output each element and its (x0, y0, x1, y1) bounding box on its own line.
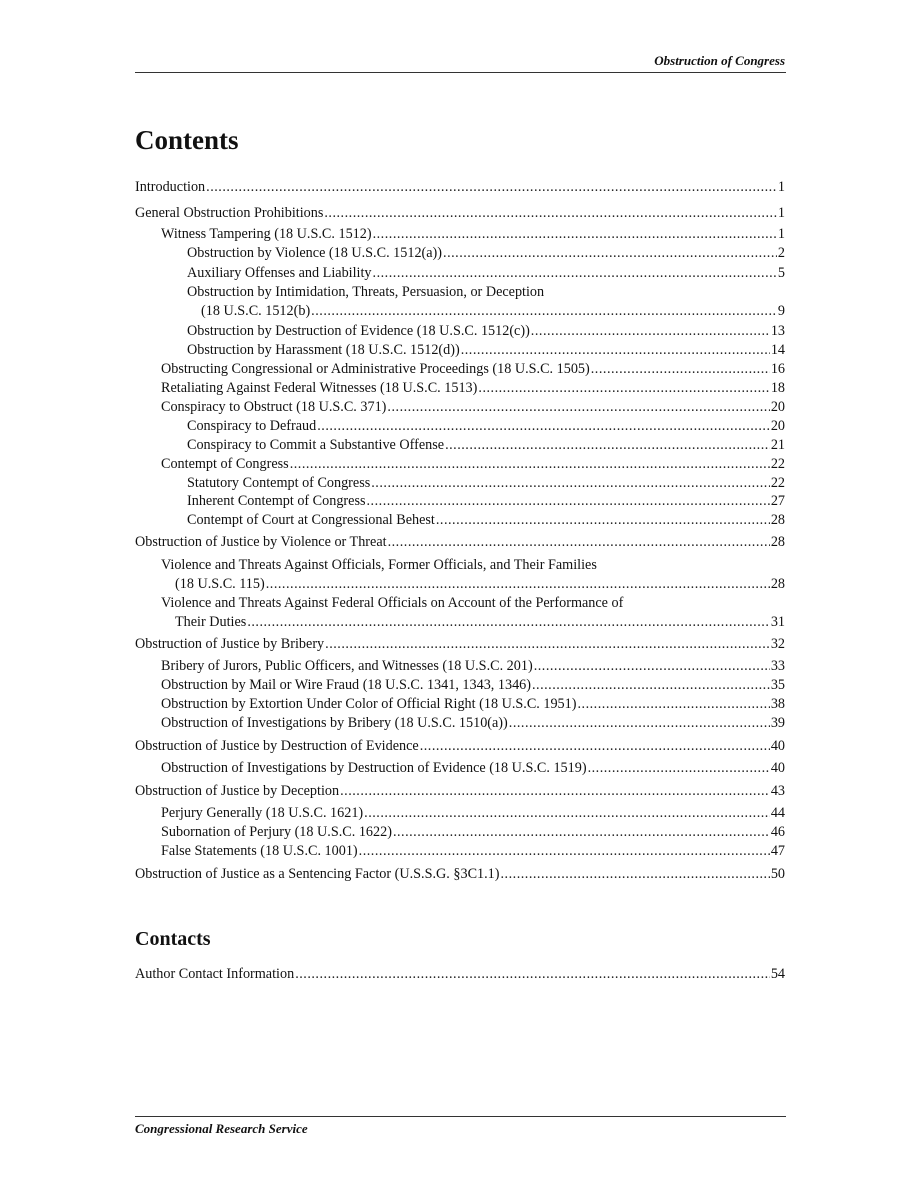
dot-leader (436, 510, 770, 530)
dot-leader (373, 224, 777, 244)
dot-leader (317, 416, 770, 436)
toc-entry-title: Conspiracy to Defraud (187, 418, 317, 434)
dot-leader (443, 243, 777, 263)
toc-entry-officials-line2[interactable] (175, 574, 785, 594)
toc-entry-title: Retaliating Against Federal Witnesses (18 U.S.C. 1513) (161, 380, 478, 396)
toc-page-number: 46 (770, 824, 785, 840)
toc-entry-extortion-1951[interactable] (161, 694, 785, 714)
toc-entry-intimidation-line2[interactable] (201, 301, 785, 321)
dot-leader (371, 473, 770, 493)
toc-entry-title: Obstruction by Destruction of Evidence (18 U.S.C. 1512(c)) (187, 323, 530, 339)
toc-entry-title: Obstruction by Extortion Under Color of Official Right (18 U.S.C. 1951) (161, 696, 577, 712)
toc-entry-title: Obstruction by Mail or Wire Fraud (18 U.S.C. 1341, 1343, 1346) (161, 677, 531, 693)
toc-page-number: 18 (770, 380, 785, 396)
toc-page-number: 32 (770, 636, 785, 652)
toc-entry-investigations-destruction-1519[interactable] (161, 758, 785, 778)
dot-leader (311, 301, 777, 321)
running-footer: Congressional Research Service (135, 1121, 308, 1136)
toc-entry-deception[interactable] (135, 781, 785, 801)
dot-leader (445, 435, 770, 455)
toc-page-number: 39 (770, 715, 785, 731)
contents-title: Contents (135, 125, 239, 155)
dot-leader (534, 656, 770, 676)
toc-entry-title: Conspiracy to Obstruct (18 U.S.C. 371) (161, 399, 387, 415)
toc-entry-auxiliary-offenses[interactable] (187, 263, 785, 283)
toc-entry-perjury-1621[interactable] (161, 803, 785, 823)
toc-page-number: 54 (770, 966, 785, 982)
toc-page-number: 1 (777, 179, 785, 195)
dot-leader (266, 574, 770, 594)
toc-entry-title: Obstruction of Investigations by Bribery (18 U.S.C. 1510(a)) (161, 715, 508, 731)
toc-entry-conspiracy-substantive[interactable] (187, 435, 785, 455)
toc-entry-officials-line1[interactable]: Violence and Threats Against Officials, Former Officials, and Their Families (161, 557, 597, 573)
toc-entry-contempt-court[interactable] (187, 510, 785, 530)
toc-entry-title: Conspiracy to Commit a Substantive Offense (187, 437, 445, 453)
dot-leader (478, 378, 769, 398)
toc-entry-title: Obstructing Congressional or Administrative Proceedings (18 U.S.C. 1505) (161, 361, 590, 377)
toc-page-number: 50 (770, 866, 785, 882)
toc-entry-federal-officials-line1[interactable]: Violence and Threats Against Federal Officials on Account of the Performance of (161, 595, 624, 611)
toc-entry-investigations-bribery[interactable] (161, 713, 785, 733)
toc-page-number: 44 (770, 805, 785, 821)
dot-leader (393, 822, 770, 842)
toc-entry-title: Contempt of Congress (161, 456, 289, 472)
toc-entry-title: Obstruction by Violence (18 U.S.C. 1512(a)) (187, 245, 443, 261)
toc-entry-introduction[interactable] (135, 177, 785, 197)
toc-page-number: 2 (777, 245, 785, 261)
toc-page-number: 5 (777, 265, 785, 281)
toc-entry-title: General Obstruction Prohibitions (135, 205, 324, 221)
toc-page-number: 9 (777, 303, 785, 319)
dot-leader (461, 340, 770, 360)
toc-page-number: 28 (770, 512, 785, 528)
toc-entry-bribery[interactable] (135, 634, 785, 654)
toc-entry-title: Author Contact Information (135, 966, 295, 982)
toc-entry-witness-tampering[interactable] (161, 224, 785, 244)
toc-entry-title: Their Duties (175, 614, 247, 630)
toc-entry-false-statements-1001[interactable] (161, 841, 785, 861)
toc-entry-title: (18 U.S.C. 1512(b) (201, 303, 311, 319)
dot-leader (290, 454, 770, 474)
dot-leader (247, 612, 770, 632)
toc-page-number: 31 (770, 614, 785, 630)
dot-leader (340, 781, 770, 801)
toc-entry-sentencing-factor[interactable] (135, 864, 785, 884)
dot-leader (373, 263, 777, 283)
toc-entry-inherent-contempt[interactable] (187, 491, 785, 511)
dot-leader (591, 359, 770, 379)
toc-page-number: 35 (770, 677, 785, 693)
toc-entry-title: Auxiliary Offenses and Liability (187, 265, 372, 281)
toc-page-number: 28 (770, 534, 785, 550)
toc-entry-mail-wire-fraud[interactable] (161, 675, 785, 695)
toc-entry-title: Introduction (135, 179, 206, 195)
toc-entry-title: Statutory Contempt of Congress (187, 475, 371, 491)
toc-entry-title: Obstruction of Investigations by Destruction of Evidence (18 U.S.C. 1519) (161, 760, 587, 776)
dot-leader (531, 321, 770, 341)
toc-page-number: 33 (770, 658, 785, 674)
toc-entry-statutory-contempt[interactable] (187, 473, 785, 493)
dot-leader (325, 634, 770, 654)
toc-entry-violence-threat[interactable] (135, 532, 785, 552)
toc-entry-title: Obstruction of Justice by Violence or Threat (135, 534, 387, 550)
toc-page-number: 20 (770, 418, 785, 434)
toc-entry-title: False Statements (18 U.S.C. 1001) (161, 843, 358, 859)
toc-page-number: 43 (770, 783, 785, 799)
toc-entry-title: Subornation of Perjury (18 U.S.C. 1622) (161, 824, 392, 840)
toc-entry-title: Obstruction of Justice as a Sentencing Factor (U.S.S.G. §3C1.1) (135, 866, 500, 882)
toc-entry-title: Obstruction of Justice by Bribery (135, 636, 325, 652)
toc-entry-title: Bribery of Jurors, Public Officers, and Witnesses (18 U.S.C. 201) (161, 658, 533, 674)
dot-leader (387, 397, 769, 417)
toc-entry-title: Perjury Generally (18 U.S.C. 1621) (161, 805, 364, 821)
toc-entry-retaliating-1513[interactable] (161, 378, 785, 398)
dot-leader (359, 841, 770, 861)
toc-page-number: 47 (770, 843, 785, 859)
toc-page-number: 14 (770, 342, 785, 358)
toc-page-number: 13 (770, 323, 785, 339)
toc-entry-subornation-1622[interactable] (161, 822, 785, 842)
toc-entry-author-contact[interactable] (135, 964, 785, 984)
toc-entry-contempt-congress[interactable] (161, 454, 785, 474)
toc-page-number: 22 (770, 475, 785, 491)
dot-leader (367, 491, 770, 511)
dot-leader (577, 694, 769, 714)
toc-entry-intimidation-line1[interactable]: Obstruction by Intimidation, Threats, Persuasion, or Deception (187, 284, 545, 300)
dot-leader (364, 803, 770, 823)
dot-leader (532, 675, 770, 695)
dot-leader (509, 713, 770, 733)
toc-entry-title: Obstruction by Harassment (18 U.S.C. 1512(d)) (187, 342, 460, 358)
toc-page-number: 1 (777, 226, 785, 242)
dot-leader (295, 964, 770, 984)
toc-entry-harassment-1512d[interactable] (187, 340, 785, 360)
toc-page-number: 16 (770, 361, 785, 377)
toc-entry-conspiracy-371[interactable] (161, 397, 785, 417)
toc-page-number: 40 (770, 760, 785, 776)
toc-entry-title: Inherent Contempt of Congress (187, 493, 366, 509)
dot-leader (324, 203, 777, 223)
toc-entry-obstruction-violence-1512a[interactable] (187, 243, 785, 263)
toc-entry-title: Witness Tampering (18 U.S.C. 1512) (161, 226, 372, 242)
toc-page-number: 40 (770, 738, 785, 754)
toc-entry-title: Obstruction of Justice by Deception (135, 783, 340, 799)
toc-page-number: 20 (770, 399, 785, 415)
toc-entry-general-obstruction[interactable] (135, 203, 785, 223)
dot-leader (388, 532, 770, 552)
dot-leader (588, 758, 770, 778)
contacts-title: Contacts (135, 928, 211, 950)
dot-leader (501, 864, 770, 884)
running-header: Obstruction of Congress (654, 53, 785, 68)
toc-page-number: 1 (777, 205, 785, 221)
toc-entry-title: Contempt of Court at Congressional Behest (187, 512, 435, 528)
toc-entry-destruction-1512c[interactable] (187, 321, 785, 341)
toc-entry-title: (18 U.S.C. 115) (175, 576, 265, 592)
toc-entry-title: Obstruction of Justice by Destruction of Evidence (135, 738, 419, 754)
toc-entry-destruction-evidence[interactable] (135, 736, 785, 756)
toc-page-number: 21 (770, 437, 785, 453)
header-rule (135, 72, 786, 73)
toc-entry-federal-officials-line2[interactable] (175, 612, 785, 632)
dot-leader (206, 177, 777, 197)
toc-entry-conspiracy-defraud[interactable] (187, 416, 785, 436)
toc-page-number: 28 (770, 576, 785, 592)
dot-leader (420, 736, 770, 756)
toc-page-number: 22 (770, 456, 785, 472)
footer-rule (135, 1116, 786, 1117)
toc-page-number: 27 (770, 493, 785, 509)
toc-entry-proceedings-1505[interactable] (161, 359, 785, 379)
toc-entry-bribery-jurors-201[interactable] (161, 656, 785, 676)
toc-page-number: 38 (770, 696, 785, 712)
